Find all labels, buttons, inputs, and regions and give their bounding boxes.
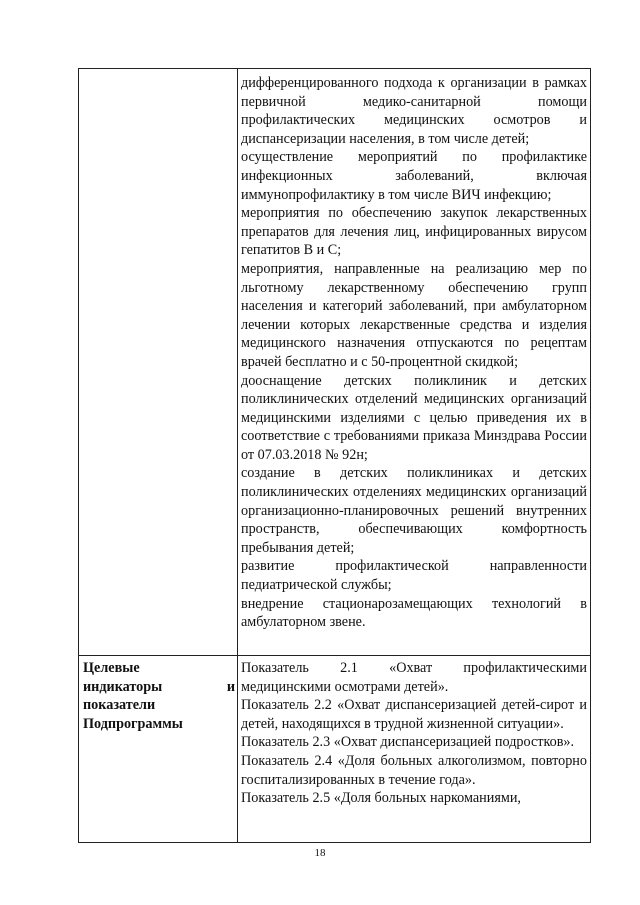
indicator-item: Показатель 2.3 «Охват диспансеризацией подростков». xyxy=(241,734,575,751)
measure-paragraph: мероприятия по обеспечению закупок лекарственных препаратов для лечения лиц, инфицированных вирусом гепатитов В и С; xyxy=(241,205,587,259)
indicators-label-line: показатели xyxy=(83,697,156,714)
indicator-item: Показатель 2.2 «Охват диспансеризацией детей-сирот и детей, находящихся в трудной жизненной ситуации». xyxy=(241,697,587,732)
row-divider xyxy=(79,655,590,656)
indicators-label-word: и xyxy=(226,678,235,695)
indicators-cell xyxy=(241,659,587,808)
measure-paragraph: мероприятия, направленные на реализацию мер по льготному лекарственному обеспечению групп населения и категорий заболеваний, при амбулаторном лечении которых лекарственные средства и изделия медицинского назначения отпускаются по рецептам врачей бесплатно и с 50-процентной скидкой; xyxy=(241,260,587,370)
indicators-label-line xyxy=(83,678,235,697)
measures-cell xyxy=(241,74,587,632)
measure-paragraph: осуществление мероприятий по профилактике инфекционных заболеваний, включая иммунопрофилактику в том числе ВИЧ инфекцию; xyxy=(241,149,587,203)
indicators-label-word: индикаторы xyxy=(83,678,163,695)
indicator-item: Показатель 2.4 «Доля больных алкоголизмом, повторно госпитализированных в течение года». xyxy=(241,752,587,788)
measure-paragraph: дооснащение детских поликлиник и детских поликлинических отделений медицинских организаций медицинскими изделиями с целью приведения их в соответствие с требованиями приказа Минздрава России от 07.03.2018 № 92н; xyxy=(241,372,587,463)
measure-paragraph: развитие профилактической направленности педиатрической службы; xyxy=(241,558,587,594)
indicator-item: Показатель 2.1 «Охват профилактическими медицинскими осмотрами детей». xyxy=(241,660,587,695)
page-number: 18 xyxy=(314,847,326,859)
measure-paragraph: дифференцированного подхода к организации в рамках первичной медико-санитарной помощи профилактических медицинских осмотров и диспансеризации населения, в том числе детей; xyxy=(241,75,587,147)
indicator-item: Показатель 2.5 «Доля больных наркоманиями, xyxy=(241,790,521,807)
measure-paragraph: создание в детских поликлиниках и детских поликлинических отделениях медицинских организаций организационно-планировочных решений внутренних пространств, обеспечивающих комфортность пребывания детей; xyxy=(241,465,587,556)
indicators-label-cell xyxy=(83,659,235,733)
program-table xyxy=(78,68,591,843)
indicators-label-line: Подпрограммы xyxy=(83,715,183,732)
indicators-label-line: Целевые xyxy=(83,660,140,676)
measure-paragraph: внедрение стационарозамещающих технологий в амбулаторном звене. xyxy=(241,595,587,631)
column-divider xyxy=(237,69,238,842)
